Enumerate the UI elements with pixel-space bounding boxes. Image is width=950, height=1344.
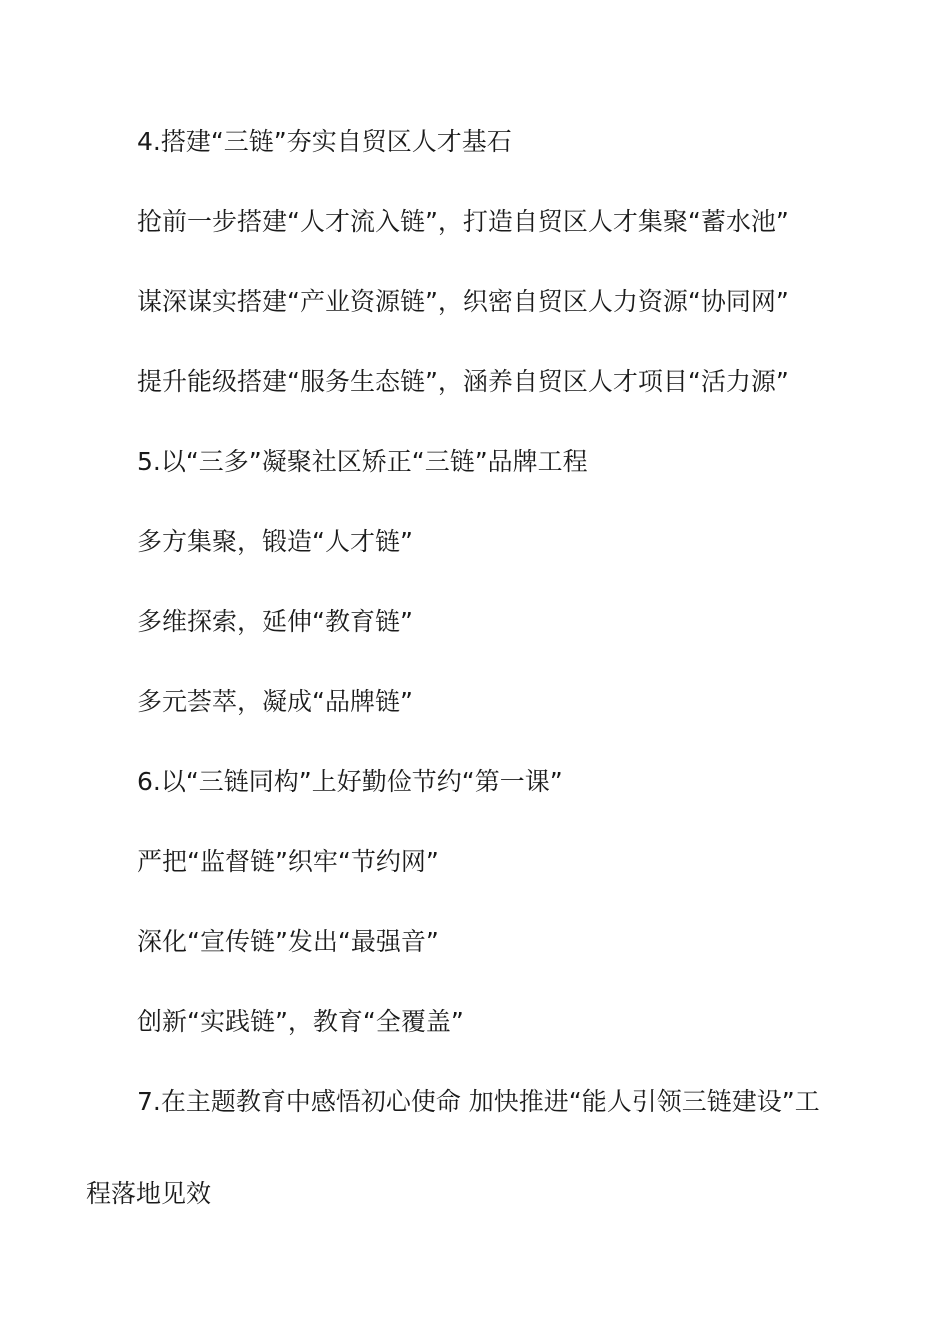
item-5-3: 多元荟萃，凝成“品牌链” bbox=[137, 687, 413, 716]
heading-5: 5.以“三多”凝聚社区矫正“三链”品牌工程 bbox=[137, 447, 588, 476]
item-6-3: 创新“实践链”，教育“全覆盖” bbox=[137, 1007, 464, 1036]
heading-7: 7.在主题教育中感悟初心使命 加快推进“能人引领三链建设”工 bbox=[137, 1087, 820, 1116]
item-5-1: 多方集聚，锻造“人才链” bbox=[137, 527, 413, 556]
item-4-3: 提升能级搭建“服务生态链”，涵养自贸区人才项目“活力源” bbox=[137, 367, 789, 396]
item-5-2: 多维探索，延伸“教育链” bbox=[137, 607, 413, 636]
heading-7-cont: 程落地见效 bbox=[86, 1179, 212, 1208]
item-4-1: 抢前一步搭建“人才流入链”，打造自贸区人才集聚“蓄水池” bbox=[137, 207, 789, 236]
item-4-2: 谋深谋实搭建“产业资源链”，织密自贸区人力资源“协同网” bbox=[137, 287, 789, 316]
heading-6: 6.以“三链同构”上好勤俭节约“第一课” bbox=[137, 767, 563, 796]
item-6-2: 深化“宣传链”发出“最强音” bbox=[137, 927, 439, 956]
item-6-1: 严把“监督链”织牢“节约网” bbox=[137, 847, 439, 876]
heading-4: 4.搭建“三链”夯实自贸区人才基石 bbox=[137, 127, 512, 156]
